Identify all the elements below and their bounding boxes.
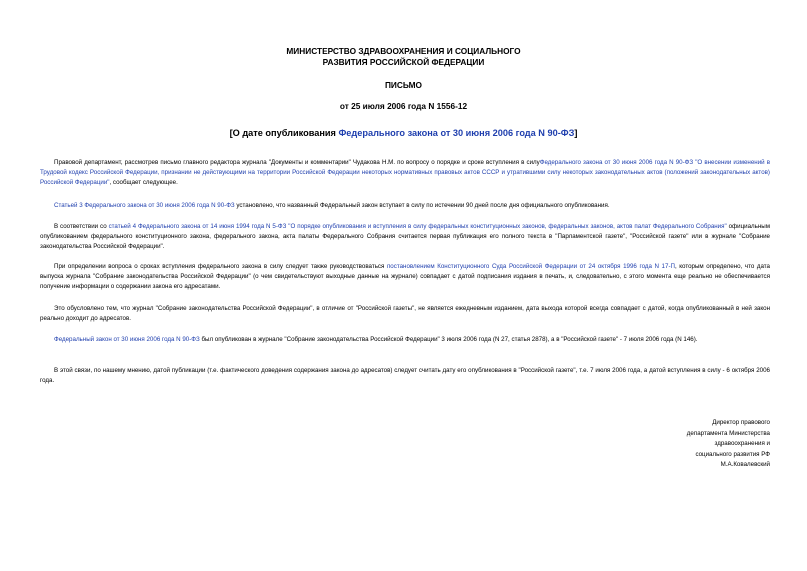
article-3-law-90fz-link[interactable]: Статьей 3 Федерального закона от 30 июня 2006 года N 90-ФЗ xyxy=(54,202,235,209)
title-suffix: ] xyxy=(574,128,578,138)
signatory-name: М.А.Ковалевский xyxy=(720,461,770,468)
paragraph-1-text-2: , сообщает следующее. xyxy=(109,179,178,186)
law-90fz-short-link[interactable]: Федеральный закон от 30 июня 2006 года N 90-ФЗ xyxy=(54,336,200,343)
paragraph-6 xyxy=(40,335,770,345)
law-90fz-full-link[interactable]: Федерального закона от 30 июня 2006 года N 90-ФЗ "О внесении изменений в Трудовой кодекс Российской Федерации, признании не действующими на территории Российской Федерации некоторых нормативных правовых актов СССР и утратившими силу некоторых законодательных актов (положений законодательных актов) Российской Федерации" xyxy=(40,159,770,186)
ministry-name-line1: МИНИСТЕРСТВО ЗДРАВООХРАНЕНИЯ И СОЦИАЛЬНОГО xyxy=(286,46,521,56)
signature-line-2: департамента Министерства xyxy=(686,429,770,437)
ministry-name-line2: РАЗВИТИЯ РОССИЙСКОЙ ФЕДЕРАЦИИ xyxy=(322,57,485,67)
document-title xyxy=(0,128,807,139)
signature-line-1: Директор правового xyxy=(712,419,770,426)
paragraph-7 xyxy=(40,366,770,386)
title-law-link[interactable]: Федерального закона от 30 июня 2006 года N 90-ФЗ xyxy=(338,128,575,138)
signature-block xyxy=(620,418,770,471)
document-type: ПИСЬМО xyxy=(384,80,423,90)
paragraph-2 xyxy=(40,201,770,211)
paragraph-3 xyxy=(40,222,770,252)
paragraph-4 xyxy=(40,262,770,292)
title-prefix: [О дате опубликования xyxy=(229,128,339,138)
signature-line-4: социального развития РФ xyxy=(695,450,770,458)
paragraph-6-text-1: был опубликован в журнале "Собрание законодательства Российской Федерации" 3 июля 2006 года (N 27, статья 2878), а в "Российской газете" - 7 июля 2006 года (N 146). xyxy=(199,336,698,343)
article-4-law-5fz-link[interactable]: статьей 4 Федерального закона от 14 июня 1994 года N 5-ФЗ "О порядке опубликования и вступления в силу федеральных конституционных законов, федеральных законов, актов палат Федерального Собрания" xyxy=(108,223,727,230)
document-date-number: от 25 июля 2006 года N 1556-12 xyxy=(339,101,468,111)
paragraph-5-text-1: Это обусловлено тем, что журнал "Собрание законодательства Российской Федерации", в отличие от "Российской газеты", не является ежедневным изданием, дата выхода которой всегда совпадает с датой, когда опубликованный в ней закон реально доходит до адресатов. xyxy=(40,305,770,322)
paragraph-4-text-1: При определении вопроса о сроках вступления федерального закона в силу следует также руководствоваться xyxy=(54,263,387,270)
paragraph-1-text-1: Правовой департамент, рассмотрев письмо главного редактора журнала "Документы и комментарии" Чудакова Н.М. по вопросу о порядке и сроке вступления в силу xyxy=(54,159,540,166)
constitutional-court-ruling-link[interactable]: постановлением Конституционного Суда Российской Федерации от 24 октября 1996 года N 17-П xyxy=(386,263,675,270)
paragraph-7-text-1: В этой связи, по нашему мнению, датой публикации (т.е. фактического доведения содержания закона до адресатов) следует считать дату его опубликования в "Российской газете", т.е. 7 июля 2006 года, а датой вступления в силу - 6 октября 2006 года. xyxy=(40,367,770,384)
paragraph-4-text-2: , которым определено, что дата выпуска журнала "Собрание законодательства Российской Федерации" (о чем свидетельствуют выходные данные на журнале) совпадает с датой подписания издания в печать, и, следовательно, с этого момента еще реально не обеспечивается получение информации о содержании закона его адресатами. xyxy=(40,263,770,290)
paragraph-3-text-1: В соответствии со xyxy=(54,223,109,230)
paragraph-5 xyxy=(40,304,770,324)
paragraph-2-text-1: установлено, что названный Федеральный закон вступает в силу по истечении 90 дней после дня официального опубликования. xyxy=(234,202,610,209)
paragraph-3-text-2: официальным опубликованием федерального конституционного закона, федерального закона, акта палаты Федерального Собрания считается первая публикация его полного текста в "Парламентской газете", "Российской газете" или в журнале "Собрание законодательства Российской Федерации". xyxy=(40,223,771,250)
signature-line-3: здравоохранения и xyxy=(714,440,770,447)
paragraph-1 xyxy=(40,158,770,188)
